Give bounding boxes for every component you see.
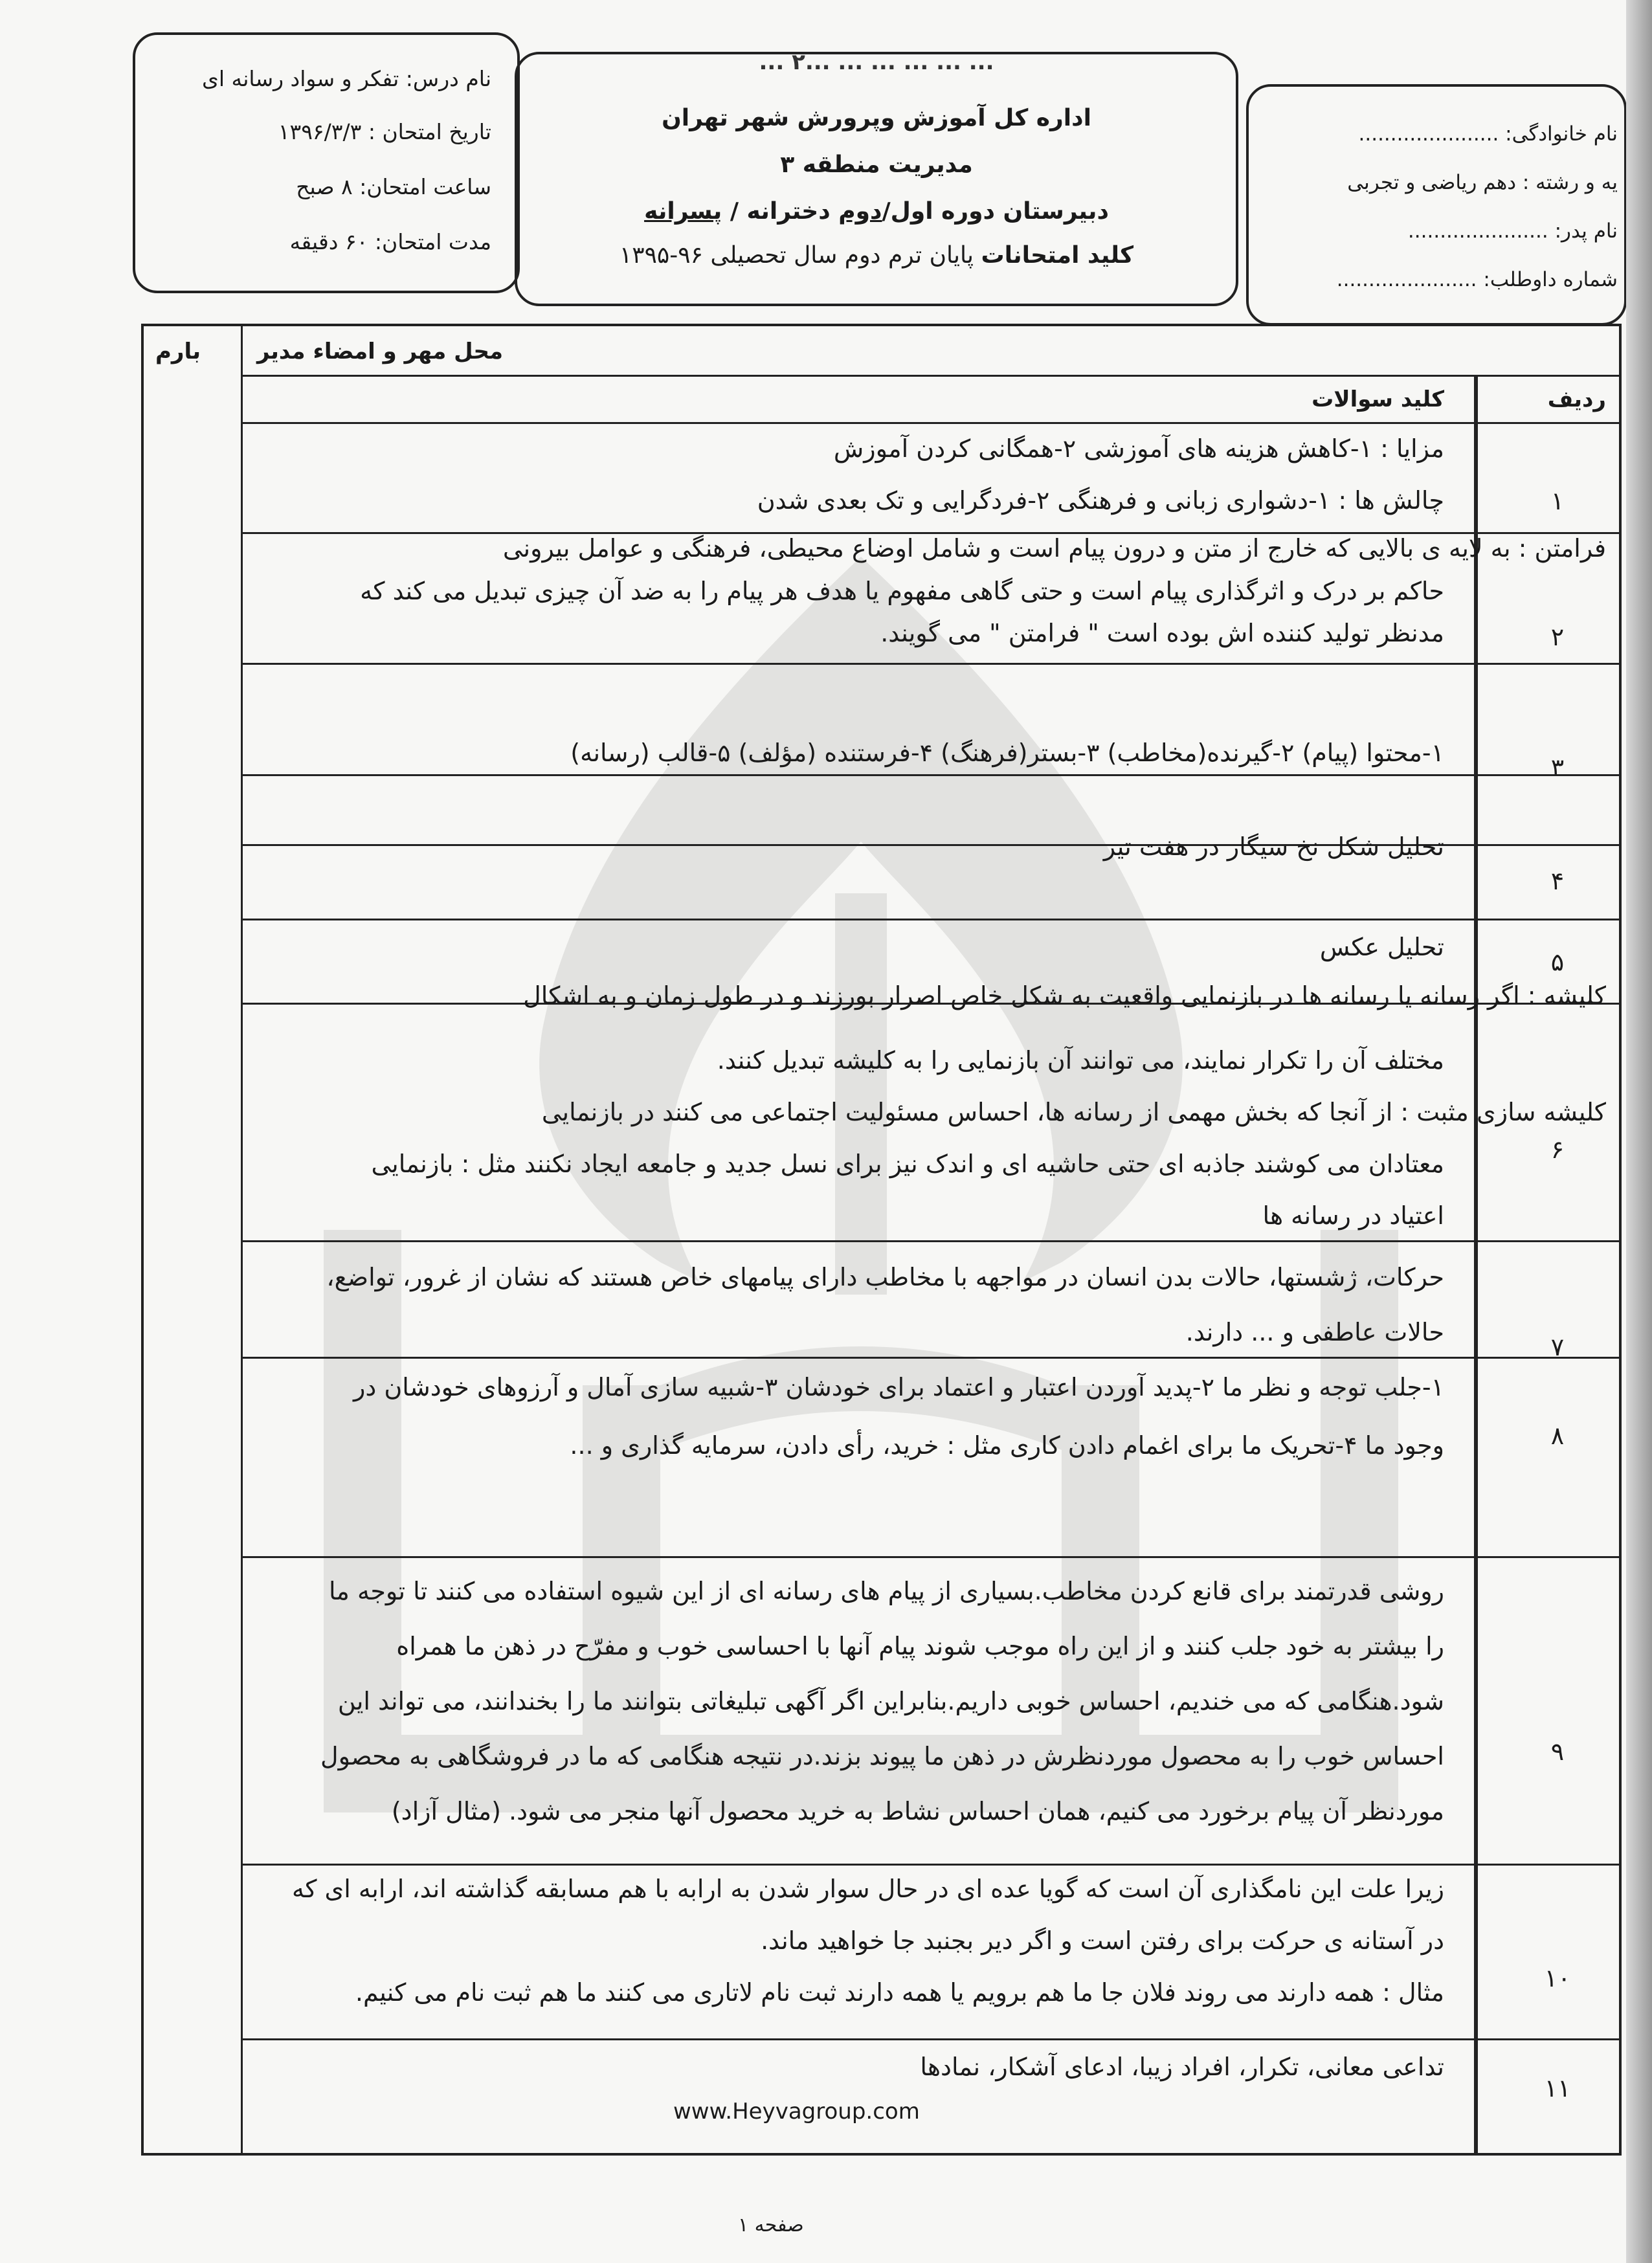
row-10-number: ۱۰ [1544,1964,1571,1992]
page-number: صفحه ۱ [738,2214,804,2236]
row-11-line-1: تداعی معانی، تکرار، افراد زیبا، ادعای آشکار، نمادها [920,2053,1444,2081]
row-7-number: ۷ [1550,1333,1565,1361]
row-4-line-1: تحلیل شکل نخ سیگار در هفت تیر [1103,832,1444,861]
row-1-line-2: چالش ها : ۱-دشواری زبانی و فرهنگی ۲-فردگرایی و تک بعدی شدن [757,486,1444,515]
school-prefix: دبیرستان دوره اول/ [882,198,1109,225]
field-of-study: یه و رشته : دهم ریاضی و تجربی [1347,171,1618,194]
row-5-number: ۵ [1550,948,1565,976]
school-type-line [517,198,1236,225]
school-boys: پسرانه [644,198,722,225]
row-10-line-1: زیرا علت این نامگذاری آن است که گویا عده ای در حال سوار شدن به ارابه با هم مسابقه گذاشته اند، ارابه ای که [291,1875,1444,1903]
exam-key-title: کلید امتحانات [981,242,1134,269]
scan-edge-shadow [1626,0,1652,2263]
row-1-number: ۱ [1550,487,1565,515]
family-name-field: نام خانوادگی: ...................... [1358,122,1618,146]
exam-key-line [517,242,1236,269]
row-7-line-1: حرکات، ژشستها، حالات بدن انسان در مواجهه با مخاطب دارای پیامهای خاص هستند که نشان از غرور، تواضع، [326,1263,1444,1291]
row-10-line-2: در آستانه ی حرکت برای رفتن است و اگر دیر بجنبد جا خواهید ماند. [761,1926,1444,1955]
exam-info-box [133,32,520,293]
exam-term: پایان ترم دوم سال تحصیلی ۹۶-۱۳۹۵ [619,242,981,269]
row-8-line-2: وجود ما ۴-تحریک ما برای اغمام دادن کاری مثل : خرید، رأی دادن، سرمایه گذاری و ... [570,1431,1444,1460]
row-9-line-3: شود.هنگامی که می خندیم، احساس خوبی داریم.بنابراین اگر آگهی تبلیغاتی بتوانند ما را بخندانند، می تواند این [337,1687,1444,1715]
exam-duration-label: مدت امتحان: ۶۰ دقیقه [289,229,491,254]
row-6-line-1: کلیشه : اگر رسانه یا رسانه ها در بازنمایی واقعیت به شکل خاص اصرار بورزند و در طول زمان و به اشکال [523,981,1606,1010]
row-3-divider [241,774,1619,776]
father-name-field: نام پدر: ...................... [1407,219,1618,243]
row-2-line-3: مدنظر تولید کننده اش بوده است " فرامتن " می گویند. [880,619,1444,647]
row-6-number: ۶ [1550,1135,1565,1164]
row-10-line-3: مثال : همه دارند می روند فلان جا ما هم برویم یا همه دارند ثبت نام لاتاری می کنند ما هم ثبت نام می کنیم. [355,1978,1444,2007]
row-10-divider [241,2038,1619,2040]
candidate-number-field: شماره داوطلب: ...................... [1336,268,1618,291]
school-second-period: دوم [838,198,882,225]
row-5-line-1: تحلیل عکس [1319,933,1444,961]
row-number-header: ردیف [1547,386,1606,412]
row-6-line-3: کلیشه سازی مثبت : از آنجا که بخش مهمی از رسانه ها، احساس مسئولیت اجتماعی می کنند در بازنمایی [541,1098,1606,1126]
row-8-line-1: ۱-جلب توجه و نظر ما ۲-پدید آوردن اعتبار و اعتماد برای خودشان ۳-شبیه سازی آمال و آرزوهای خودشان در [353,1373,1444,1401]
row-3-number: ۳ [1550,753,1565,782]
row-2-line-1: فرامتن : به لایه ی بالایی که خارج از متن و درون پیام است و شامل اوضاع محیطی، فرهنگی و عوامل بیرونی [502,534,1606,563]
header-top-line: ... ۲... ... ... ... ... ... [759,49,994,75]
row-9-line-5: موردنظر آن پیام برخورد می کنیم، همان احساس نشاط به خرید محصول آنها منجر می شود. (مثال آزاد) [391,1797,1444,1825]
row-9-line-2: را بیشتر به خود جلب کنند و از این راه موجب شوند پیام آنها با احساسی خوب و مفرّح در ذهن ما همراه [396,1632,1444,1660]
stamp-header: محل مهر و امضاء مدیر [257,339,503,364]
row-9-number: ۹ [1550,1737,1565,1766]
student-info-box [1246,84,1627,326]
row-2-number: ۲ [1550,623,1565,651]
row-2-line-2: حاکم بر درک و اثرگذاری پیام است و حتی گاهی مفهوم یا هدف هر پیام را به ضد آن چیزی تبدیل می کند که [360,577,1444,605]
row-3-line-1: ۱-محتوا (پیام) ۲-گیرنده(مخاطب) ۳-بستر(فرهنگ) ۴-فرستنده (مؤلف) ۵-قالب (رسانه) [570,739,1444,767]
row-9-divider [241,1864,1619,1866]
row-4-divider [241,919,1619,920]
row-6-line-4: معتادان می کوشند جاذبه ای حتی حاشیه ای و اندک نیز برای نسل جدید و جامعه ایجاد نکنند مثل : بازنمایی [371,1150,1444,1178]
school-girls: دخترانه / [722,198,839,225]
row-7-divider [241,1357,1619,1359]
district-title: مدیریت منطقه ۳ [780,151,973,178]
barem-column-divider [241,326,243,2153]
answer-key-table [141,324,1622,2156]
row-6-divider [241,1240,1619,1242]
row-6-line-5: اعتیاد در رسانه ها [1262,1201,1444,1230]
row-2-divider [241,663,1619,665]
row-9-line-4: احساس خوب را به محصول مورد‌نظرش در ذهن ما پیوند بزند.در نتیجه هنگامی که ما در فروشگاهی به محصول [320,1742,1444,1770]
row-1-line-1: مزایا : ۱-کاهش هزینه های آموزشی ۲-همگانی کردن آموزش [833,434,1444,463]
school-info-box [515,49,1238,306]
row-8-divider [241,1556,1619,1558]
row-9-line-1: روشی قدرتمند برای قانع کردن مخاطب.بسیاری از پیام های رسانه ای از این شیوه استفاده می کنند تا توجه ما [328,1577,1444,1605]
website-url[interactable]: www.Heyvagroup.com [673,2099,920,2124]
row-8-number: ۸ [1550,1421,1565,1450]
education-office-title: اداره کل آموزش وپرورش شهر تهران [662,105,1091,131]
row-6-line-2: مختلف آن را تکرار نمایند، می توانند آن بازنمایی را به کلیشه تبدیل کنند. [717,1046,1444,1075]
answer-key-header: کلید سوالات [1312,386,1444,412]
subject-label: نام درس: تفکر و سواد رسانه ای [202,66,491,91]
row-7-line-2: حالات عاطفی و ... دارند. [1185,1318,1444,1346]
row-11-number: ۱۱ [1544,2074,1571,2102]
header-divider [241,375,1619,377]
exam-time-label: ساعت امتحان: ۸ صبح [296,174,491,199]
barem-header: بارم [155,339,201,364]
key-header-divider [241,422,1619,424]
row-4-number: ۴ [1550,867,1565,895]
exam-date-label: تاریخ امتحان : ۱۳۹۶/۳/۳ [278,119,491,144]
